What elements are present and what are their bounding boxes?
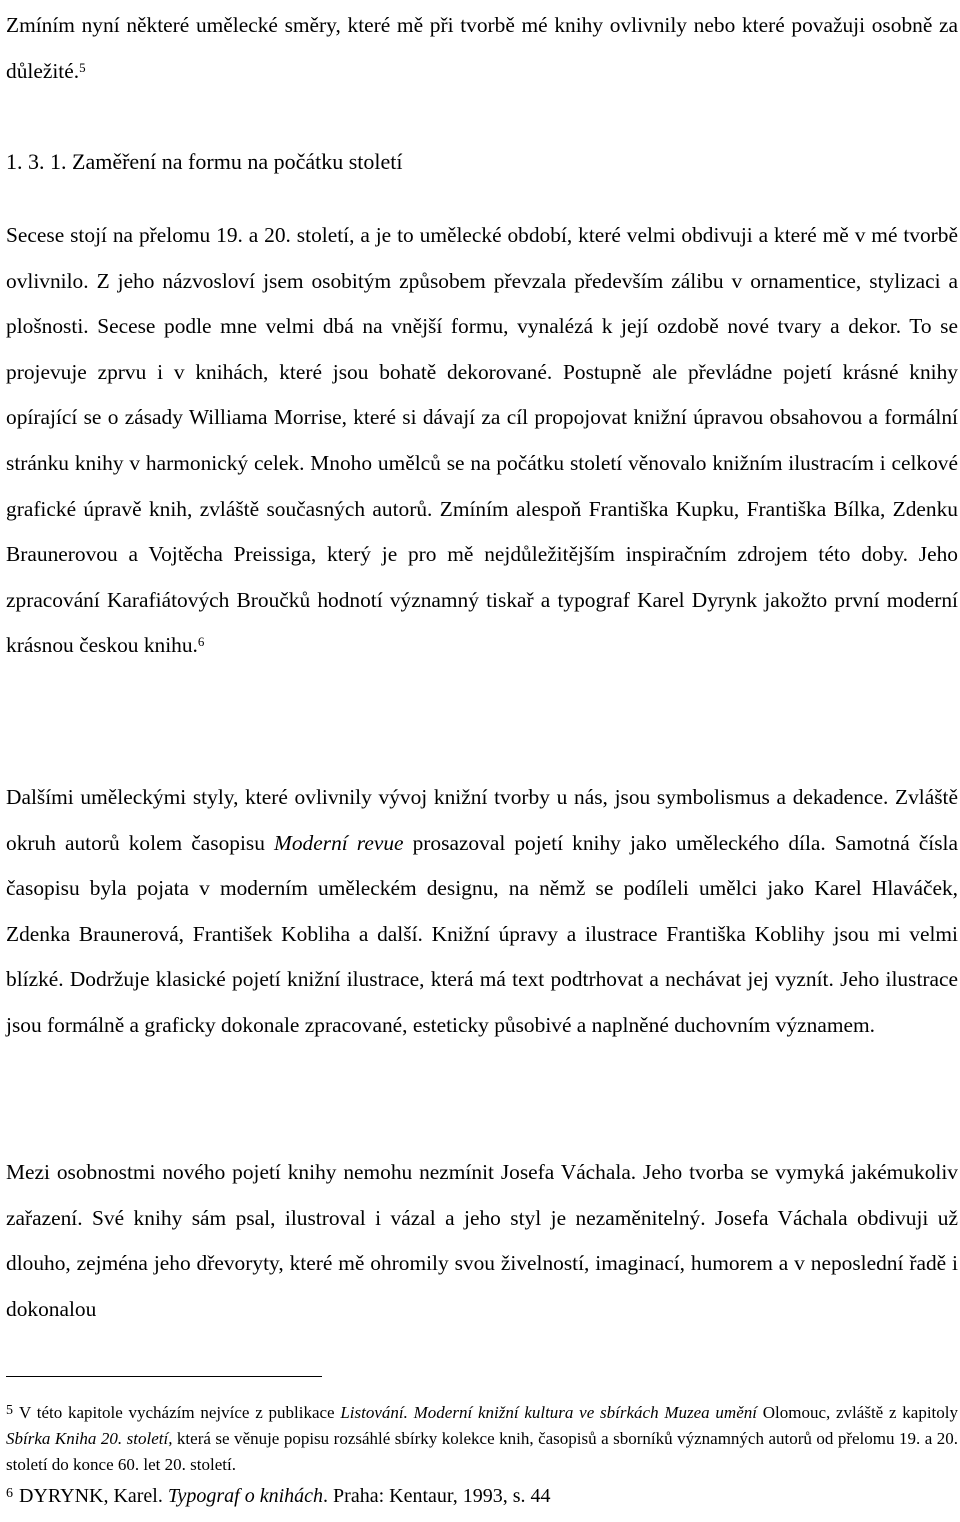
footnote-5 [6,1400,958,1478]
paragraph-symbolismus-text-1: Dalšími uměleckými styly, které ovlivnily vývoj knižní tvorby u nás, jsou symbolismus a dekadence. Zvláště okruh autorů kolem časopisu [6,785,958,855]
paragraph-secese [6,213,958,669]
footnote-number: 5 [6,1403,13,1418]
footnote-number: 6 [6,1486,13,1501]
footnote-text: Olomouc, zvláště z kapitoly [756,1403,958,1422]
footnote-text: V této kapitole vycházím nejvíce z publikace [19,1403,341,1422]
intro-text: Zmíním nyní některé umělecké směry, které mě při tvorbě mé knihy ovlivnily nebo které považuji osobně za důležité. [6,13,958,83]
section-heading: 1. 3. 1. Zaměření na formu na počátku století [6,149,403,174]
footnote-text: . Praha: Kentaur, 1993, s. 44 [323,1485,551,1507]
footnote-ref-6[interactable]: 6 [197,634,205,650]
footnote-6 [6,1482,958,1510]
paragraph-vachal-text: Mezi osobnostmi nového pojetí knihy nemohu nezmínit Josefa Váchala. Jeho tvorba se vymyká jakémukoliv zařazení. Své knihy sám psal, ilustroval i vázal a jeho styl je nezaměnitelný. Josefa Váchala obdivuji už dlouho, zejména jeho dřevoryty, které mě ohromily svou živelností, imaginací, humorem a v neposlední řadě i dokonalou [6,1160,958,1321]
paragraph-symbolismus [6,775,958,1049]
footnote-ref-5[interactable]: 5 [79,59,86,75]
footnote-italic-title: Typograf o knihách [167,1485,324,1507]
paragraph-vachal [6,1150,958,1332]
footnote-italic-chapter: Sbírka Kniha 20. století, [6,1429,173,1448]
footnote-text: která se věnuje popisu rozsáhlé sbírky kolekce knih, časopisů a sborníků významných autorů od přelomu 19. a 20. století do konce 60. let 20. století. [6,1429,958,1474]
footnote-italic-title: Listování. Moderní knižní kultura ve sbírkách Muzea umění [340,1403,757,1422]
paragraph-secese-text: Secese stojí na přelomu 19. a 20. století, a je to umělecké období, které velmi obdivuji a které mě v mé tvorbě ovlivnilo. Z jeho názvosloví jsem osobitým způsobem převzala především zálibu v ornamentice, stylizaci a plošnosti. Secese podle mne velmi dbá na vnější formu, vynalézá k její ozdobě nové tvary a dekor. To se projevuje zprvu i v knihách, které jsou bohatě dekorované. Postupně ale převládne pojetí krásné knihy opírající se o zásady Williama Morrise, které si dávají za cíl propojovat knižní úpravou obsahovou a formální stránku knihy v harmonický celek. Mnoho umělců se na počátku století věnovalo knižním ilustracím i celkové grafické úpravě knih, zvláště současných autorů. Zmíním alespoň Františka Kupku, Františka Bílka, Zdenku Braunerovou a Vojtěcha Preissiga, který je pro mě nejdůležitějším inspiračním zdrojem této doby. Jeho zpracování Karafiátových Broučků hodnotí významný tiskař a typograf Karel Dyrynk jakožto první moderní krásnou českou knihu. [6,223,958,658]
footnote-separator [6,1376,322,1377]
footnote-text: DYRYNK, Karel. [19,1485,168,1507]
journal-title: Moderní revue [274,830,404,855]
paragraph-symbolismus-text-2: prosazoval pojetí knihy jako uměleckého díla. Samotná čísla časopisu byla pojata v moderním uměleckém designu, na němž se podíleli umělci jako Karel Hlaváček, Zdenka Braunerová, František Kobliha a další. Knižní úpravy a ilustrace Františka Koblihy jsou mi velmi blízké. Dodržuje klasické pojetí knižní ilustrace, která má text podtrhovat a nechávat jej vyznít. Jeho ilustrace jsou formálně a graficky dokonale zpracované, esteticky působivé a naplněné duchovním významem. [6,830,958,1037]
intro-paragraph [6,3,958,94]
